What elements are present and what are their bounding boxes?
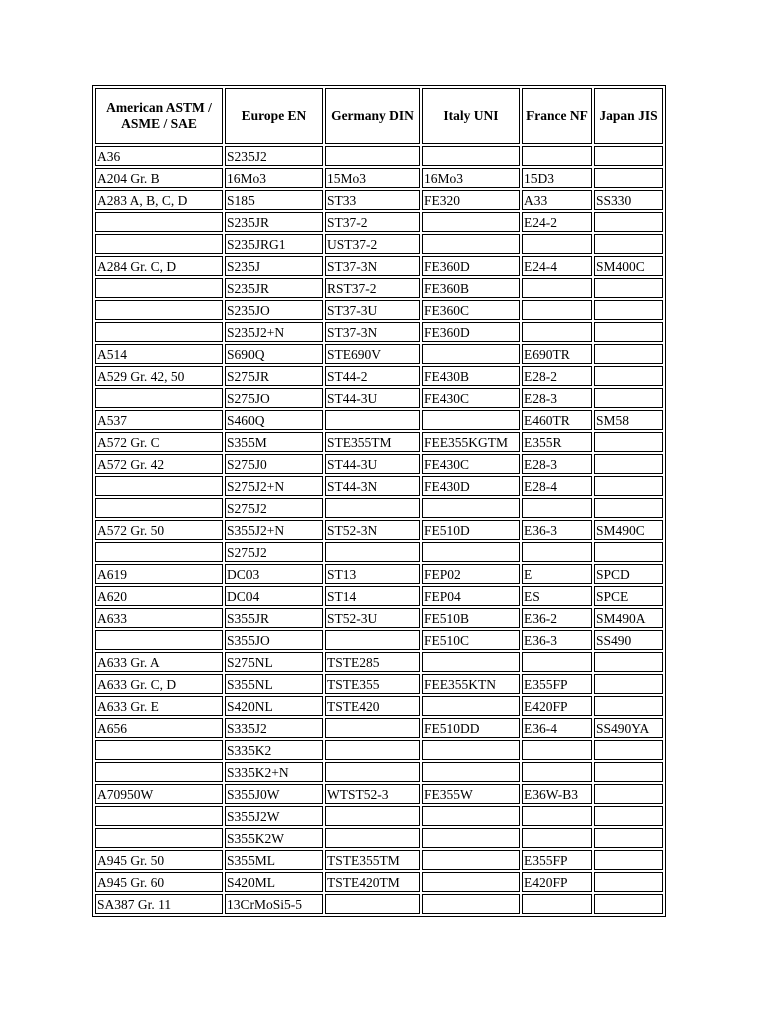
italy-cell: FE360B [422,278,520,298]
italy-cell: FE320 [422,190,520,210]
table-row [95,564,663,584]
france-cell: E690TR [522,344,592,364]
japan-cell [594,278,663,298]
table-row [95,212,663,232]
japan-cell [594,454,663,474]
japan-cell: SM58 [594,410,663,430]
europe-cell: S235JR [225,212,323,232]
germany-cell: ST44-2 [325,366,420,386]
american-cell: A70950W [95,784,223,804]
japan-cell: SM490C [594,520,663,540]
italy-cell [422,234,520,254]
table-row [95,520,663,540]
japan-cell [594,146,663,166]
germany-cell: UST37-2 [325,234,420,254]
france-cell: E24-2 [522,212,592,232]
header-italy: Italy UNI [422,88,520,144]
france-cell: E [522,564,592,584]
italy-cell [422,740,520,760]
american-cell [95,542,223,562]
american-cell: A529 Gr. 42, 50 [95,366,223,386]
france-cell: E420FP [522,872,592,892]
japan-cell [594,300,663,320]
germany-cell: ST44-3U [325,454,420,474]
europe-cell: S355JR [225,608,323,628]
table-row [95,388,663,408]
table-row [95,696,663,716]
italy-cell: FEP04 [422,586,520,606]
france-cell [522,762,592,782]
header-france: France NF [522,88,592,144]
american-cell: A945 Gr. 50 [95,850,223,870]
italy-cell: FE430C [422,454,520,474]
europe-cell: S235J2 [225,146,323,166]
germany-cell: ST37-2 [325,212,420,232]
france-cell [522,300,592,320]
italy-cell: FE360D [422,256,520,276]
europe-cell: S185 [225,190,323,210]
italy-cell [422,806,520,826]
table-row [95,740,663,760]
table-row [95,542,663,562]
japan-cell [594,212,663,232]
table-row [95,476,663,496]
europe-cell: S275J2 [225,542,323,562]
table-row [95,586,663,606]
american-cell [95,806,223,826]
header-american: American ASTM / ASME / SAE [95,88,223,144]
europe-cell: S275J2 [225,498,323,518]
europe-cell: S235J2+N [225,322,323,342]
europe-cell: S355K2W [225,828,323,848]
germany-cell [325,498,420,518]
france-cell [522,234,592,254]
italy-cell: FE510DD [422,718,520,738]
japan-cell [594,322,663,342]
italy-cell: FE360D [422,322,520,342]
france-cell: E36-3 [522,520,592,540]
japan-cell: SS330 [594,190,663,210]
germany-cell [325,410,420,430]
italy-cell: FEE355KGTM [422,432,520,452]
italy-cell: FEE355KTN [422,674,520,694]
germany-cell: TSTE420TM [325,872,420,892]
germany-cell [325,542,420,562]
japan-cell [594,366,663,386]
europe-cell: S355J2+N [225,520,323,540]
france-cell: ES [522,586,592,606]
american-cell: A514 [95,344,223,364]
table-row [95,168,663,188]
europe-cell: S355NL [225,674,323,694]
table-row [95,432,663,452]
italy-cell: FE355W [422,784,520,804]
france-cell: E28-4 [522,476,592,496]
italy-cell: FE510C [422,630,520,650]
europe-cell: S335J2 [225,718,323,738]
europe-cell: S420NL [225,696,323,716]
table-row [95,278,663,298]
japan-cell [594,432,663,452]
germany-cell: TSTE285 [325,652,420,672]
japan-cell: SM490A [594,608,663,628]
europe-cell: S235JR [225,278,323,298]
table-row [95,608,663,628]
american-cell [95,476,223,496]
germany-cell [325,146,420,166]
italy-cell: FE430C [422,388,520,408]
france-cell: 15D3 [522,168,592,188]
table-row [95,322,663,342]
italy-cell: FE360C [422,300,520,320]
france-cell: E355R [522,432,592,452]
japan-cell [594,696,663,716]
table-row [95,872,663,892]
japan-cell [594,498,663,518]
table-row [95,652,663,672]
france-cell: E24-4 [522,256,592,276]
europe-cell: S355ML [225,850,323,870]
europe-cell: S275JR [225,366,323,386]
american-cell [95,740,223,760]
france-cell [522,278,592,298]
table-row [95,410,663,430]
japan-cell [594,542,663,562]
american-cell: A633 Gr. C, D [95,674,223,694]
france-cell [522,828,592,848]
europe-cell: S275J2+N [225,476,323,496]
europe-cell: S275JO [225,388,323,408]
italy-cell [422,762,520,782]
italy-cell: 16Mo3 [422,168,520,188]
france-cell: E28-2 [522,366,592,386]
germany-cell: ST37-3N [325,322,420,342]
france-cell: E355FP [522,674,592,694]
italy-cell [422,498,520,518]
table-row [95,300,663,320]
italy-cell [422,652,520,672]
japan-cell [594,828,663,848]
table-row [95,718,663,738]
american-cell [95,322,223,342]
table-row [95,674,663,694]
germany-cell [325,630,420,650]
american-cell [95,212,223,232]
header-europe: Europe EN [225,88,323,144]
italy-cell: FE430B [422,366,520,386]
germany-cell: ST13 [325,564,420,584]
europe-cell: S355JO [225,630,323,650]
germany-cell: ST52-3U [325,608,420,628]
table-row [95,344,663,364]
germany-cell [325,740,420,760]
europe-cell: S355M [225,432,323,452]
american-cell [95,498,223,518]
table-row [95,850,663,870]
american-cell: A204 Gr. B [95,168,223,188]
germany-cell: TSTE355 [325,674,420,694]
american-cell: A633 [95,608,223,628]
table-row [95,630,663,650]
table-row [95,234,663,254]
italy-cell: FE430D [422,476,520,496]
japan-cell: SPCE [594,586,663,606]
american-cell [95,300,223,320]
american-cell [95,828,223,848]
table-header-row [95,88,663,144]
japan-cell [594,850,663,870]
american-cell [95,762,223,782]
italy-cell: FE510B [422,608,520,628]
table-row [95,256,663,276]
header-japan: Japan JIS [594,88,663,144]
japan-cell [594,168,663,188]
japan-cell [594,762,663,782]
germany-cell: TSTE420 [325,696,420,716]
germany-cell: ST37-3N [325,256,420,276]
japan-cell [594,806,663,826]
italy-cell [422,872,520,892]
american-cell: A656 [95,718,223,738]
italy-cell [422,212,520,232]
table-row [95,784,663,804]
american-cell: A572 Gr. 42 [95,454,223,474]
table-row [95,190,663,210]
europe-cell: DC03 [225,564,323,584]
france-cell [522,652,592,672]
france-cell [522,322,592,342]
italy-cell [422,146,520,166]
american-cell: A619 [95,564,223,584]
germany-cell: ST44-3N [325,476,420,496]
american-cell: A633 Gr. E [95,696,223,716]
american-cell [95,388,223,408]
american-cell: A633 Gr. A [95,652,223,672]
germany-cell: ST44-3U [325,388,420,408]
table-row [95,498,663,518]
france-cell [522,146,592,166]
europe-cell: S355J2W [225,806,323,826]
italy-cell [422,696,520,716]
japan-cell [594,476,663,496]
france-cell [522,894,592,914]
table-row [95,762,663,782]
europe-cell: S335K2 [225,740,323,760]
italy-cell [422,410,520,430]
table-row [95,146,663,166]
table-row [95,894,663,914]
france-cell [522,806,592,826]
germany-cell: 15Mo3 [325,168,420,188]
american-cell: A945 Gr. 60 [95,872,223,892]
europe-cell: S235JO [225,300,323,320]
american-cell: A284 Gr. C, D [95,256,223,276]
europe-cell: S235J [225,256,323,276]
europe-cell: S690Q [225,344,323,364]
france-cell: E28-3 [522,388,592,408]
table-row [95,366,663,386]
europe-cell: S335K2+N [225,762,323,782]
american-cell: A537 [95,410,223,430]
france-cell: E355FP [522,850,592,870]
american-cell: A36 [95,146,223,166]
france-cell: E36W-B3 [522,784,592,804]
france-cell [522,740,592,760]
france-cell: A33 [522,190,592,210]
germany-cell: ST33 [325,190,420,210]
germany-cell [325,894,420,914]
europe-cell: S275J0 [225,454,323,474]
table-row [95,806,663,826]
france-cell: E28-3 [522,454,592,474]
japan-cell: SPCD [594,564,663,584]
american-cell: A620 [95,586,223,606]
germany-cell: STE355TM [325,432,420,452]
europe-cell: S355J0W [225,784,323,804]
table-body [95,146,663,914]
europe-cell: 13CrMoSi5-5 [225,894,323,914]
germany-cell: ST14 [325,586,420,606]
japan-cell: SM400C [594,256,663,276]
american-cell: SA387 Gr. 11 [95,894,223,914]
italy-cell: FEP02 [422,564,520,584]
germany-cell: RST37-2 [325,278,420,298]
japan-cell [594,388,663,408]
italy-cell: FE510D [422,520,520,540]
japan-cell [594,894,663,914]
germany-cell [325,806,420,826]
japan-cell [594,344,663,364]
japan-cell [594,872,663,892]
france-cell [522,498,592,518]
france-cell: E36-4 [522,718,592,738]
europe-cell: S420ML [225,872,323,892]
europe-cell: 16Mo3 [225,168,323,188]
japan-cell [594,674,663,694]
germany-cell: ST37-3U [325,300,420,320]
germany-cell: WTST52-3 [325,784,420,804]
germany-cell [325,718,420,738]
france-cell: E36-2 [522,608,592,628]
american-cell [95,278,223,298]
germany-cell: STE690V [325,344,420,364]
italy-cell [422,828,520,848]
europe-cell: S275NL [225,652,323,672]
france-cell: E420FP [522,696,592,716]
japan-cell [594,234,663,254]
american-cell [95,630,223,650]
europe-cell: S460Q [225,410,323,430]
france-cell [522,542,592,562]
italy-cell [422,894,520,914]
germany-cell [325,828,420,848]
france-cell: E36-3 [522,630,592,650]
france-cell: E460TR [522,410,592,430]
steel-grade-equivalence-table [92,85,666,917]
american-cell: A572 Gr. C [95,432,223,452]
table-row [95,454,663,474]
table-row [95,828,663,848]
italy-cell [422,344,520,364]
japan-cell: SS490YA [594,718,663,738]
japan-cell [594,740,663,760]
germany-cell: TSTE355TM [325,850,420,870]
germany-cell: ST52-3N [325,520,420,540]
italy-cell [422,542,520,562]
japan-cell [594,784,663,804]
italy-cell [422,850,520,870]
american-cell: A572 Gr. 50 [95,520,223,540]
europe-cell: S235JRG1 [225,234,323,254]
japan-cell [594,652,663,672]
american-cell: A283 A, B, C, D [95,190,223,210]
europe-cell: DC04 [225,586,323,606]
japan-cell: SS490 [594,630,663,650]
american-cell [95,234,223,254]
germany-cell [325,762,420,782]
header-germany: Germany DIN [325,88,420,144]
